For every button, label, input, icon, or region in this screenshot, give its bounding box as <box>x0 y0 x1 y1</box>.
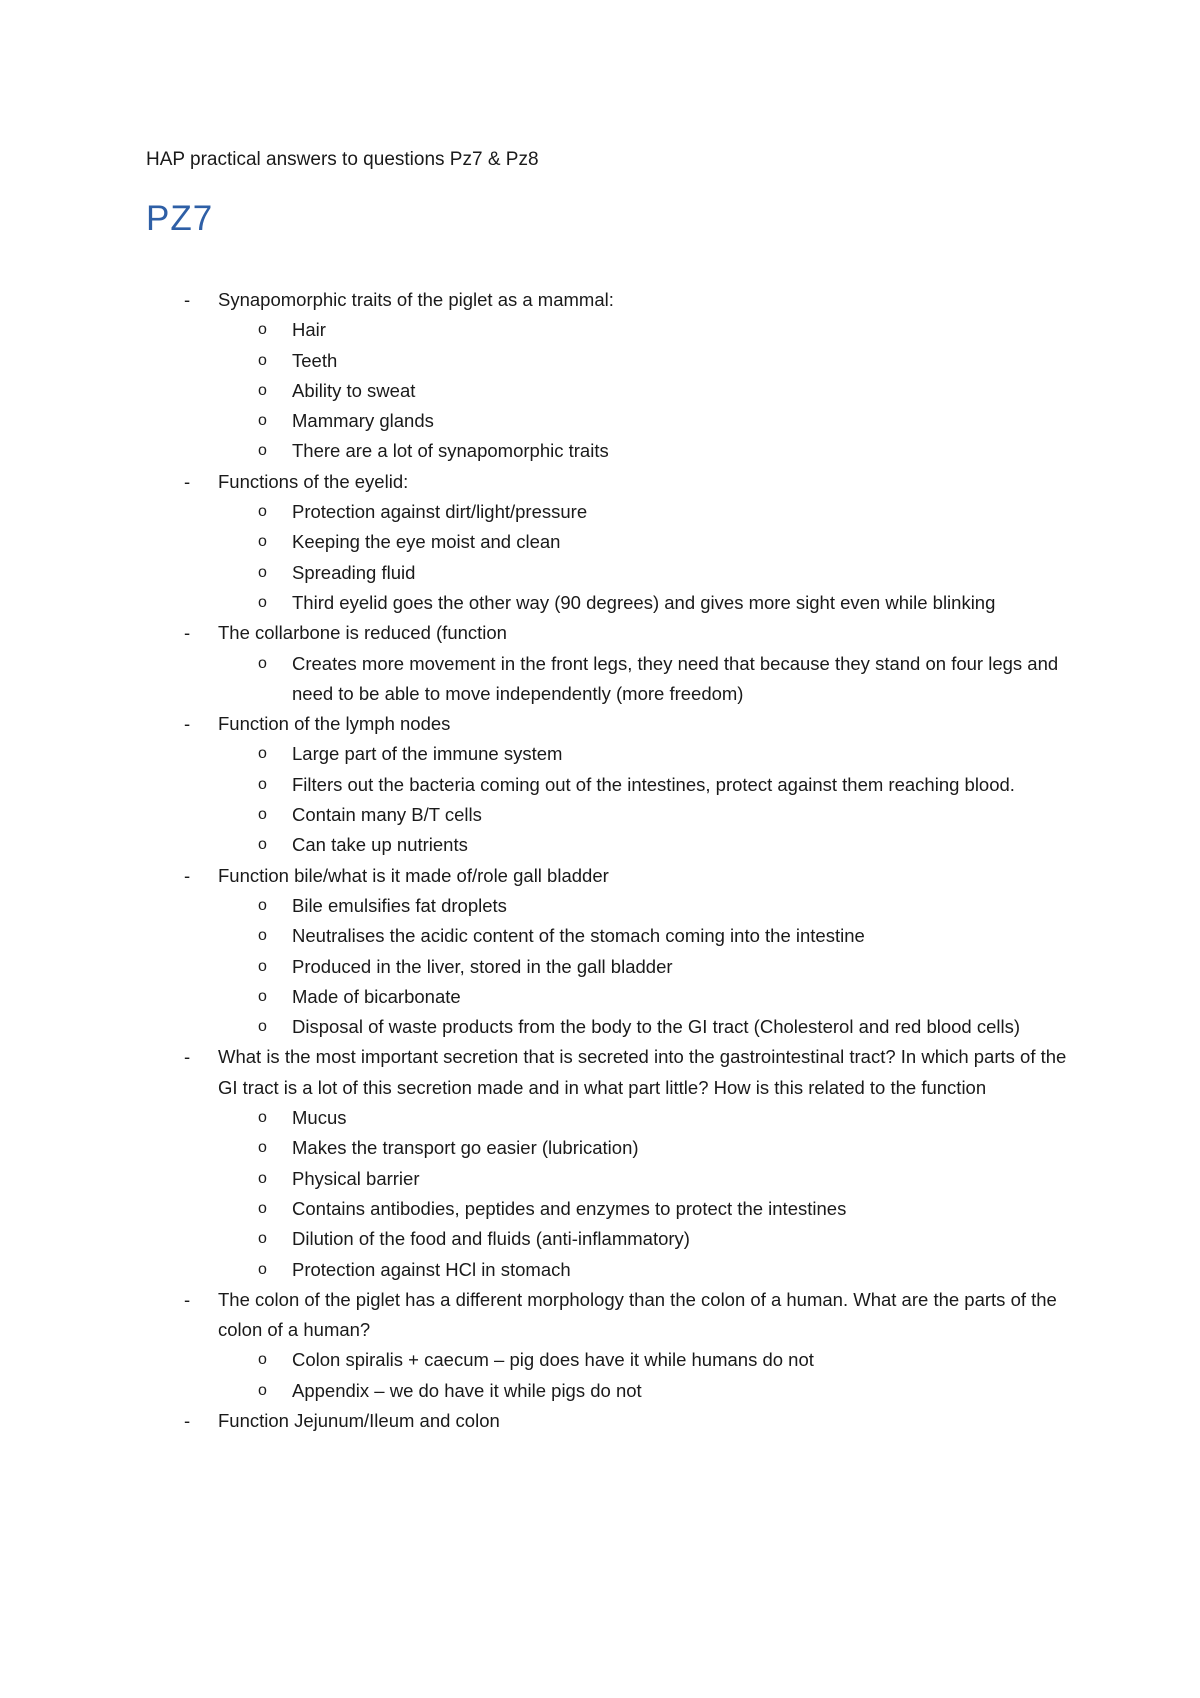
answer-text: Contain many B/T cells <box>292 804 482 826</box>
answer-text: Neutralises the acidic content of the stomach coming into the intestine <box>292 925 865 947</box>
answer-text: Large part of the immune system <box>292 743 563 765</box>
answer-text: Made of bicarbonate <box>292 985 461 1007</box>
answer-item <box>258 406 1068 436</box>
answer-text: Physical barrier <box>292 1167 420 1189</box>
answer-item <box>258 830 1068 860</box>
answer-item <box>258 497 1068 527</box>
answer-item <box>258 1012 1068 1042</box>
answer-item <box>258 315 1068 345</box>
circle-bullet: o <box>258 896 267 914</box>
question-text: Function of the lymph nodes <box>218 713 451 735</box>
circle-bullet: o <box>258 563 267 581</box>
question-item <box>0 1285 1068 1406</box>
section-heading: PZ7 <box>146 199 214 238</box>
answer-item <box>258 588 1068 618</box>
dash-bullet: - <box>184 713 191 735</box>
answer-item <box>258 1164 1068 1194</box>
answer-list <box>218 1103 1068 1285</box>
circle-bullet: o <box>258 1018 267 1036</box>
answer-text: Makes the transport go easier (lubrication) <box>292 1137 639 1159</box>
answer-item <box>258 527 1068 557</box>
answer-item <box>258 649 1068 710</box>
answer-item <box>258 436 1068 466</box>
question-item <box>0 618 1068 709</box>
circle-bullet: o <box>258 1381 267 1399</box>
circle-bullet: o <box>258 1230 267 1248</box>
answer-item <box>258 952 1068 982</box>
answer-list <box>218 315 1068 466</box>
answer-item <box>258 891 1068 921</box>
answer-text: Keeping the eye moist and clean <box>292 531 561 553</box>
circle-bullet: o <box>258 442 267 460</box>
question-list <box>0 285 1200 1436</box>
circle-bullet: o <box>258 593 267 611</box>
answer-item <box>258 1376 1068 1406</box>
circle-bullet: o <box>258 1169 267 1187</box>
circle-bullet: o <box>258 412 267 430</box>
question-text: The colon of the piglet has a different morphology than the colon of a human. What are the parts of the colon of a human? <box>218 1288 1057 1341</box>
answer-text: Ability to sweat <box>292 379 416 401</box>
circle-bullet: o <box>258 503 267 521</box>
answer-text: Teeth <box>292 349 338 371</box>
answer-list <box>218 739 1068 860</box>
answer-text: Produced in the liver, stored in the gall bladder <box>292 955 673 977</box>
dash-bullet: - <box>184 622 191 644</box>
question-item <box>0 1042 1068 1284</box>
circle-bullet: o <box>258 321 267 339</box>
document-title: HAP practical answers to questions Pz7 & Pz8 <box>146 149 539 170</box>
circle-bullet: o <box>258 1351 267 1369</box>
answer-text: Hair <box>292 319 326 341</box>
question-text: Synapomorphic traits of the piglet as a mammal: <box>218 289 614 310</box>
circle-bullet: o <box>258 927 267 945</box>
answer-list <box>218 497 1068 618</box>
circle-bullet: o <box>258 775 267 793</box>
answer-text: Protection against HCl in stomach <box>292 1258 571 1280</box>
question-item <box>0 709 1068 860</box>
circle-bullet: o <box>258 1109 267 1127</box>
circle-bullet: o <box>258 1260 267 1278</box>
circle-bullet: o <box>258 533 267 551</box>
answer-text: Disposal of waste products from the body to the GI tract (Cholesterol and red blood cells) <box>292 1016 1021 1038</box>
answer-item <box>258 558 1068 588</box>
circle-bullet: o <box>258 351 267 369</box>
answer-text: Can take up nutrients <box>292 834 468 856</box>
question-item <box>0 1406 1068 1436</box>
answer-item <box>258 800 1068 830</box>
answer-list <box>218 649 1068 710</box>
answer-item <box>258 739 1068 769</box>
answer-item <box>258 1224 1068 1254</box>
answer-text: Dilution of the food and fluids (anti-inflammatory) <box>292 1228 690 1250</box>
answer-text: Protection against dirt/light/pressure <box>292 501 588 523</box>
question-item <box>0 467 1068 618</box>
circle-bullet: o <box>258 836 267 854</box>
circle-bullet: o <box>258 1139 267 1157</box>
answer-item <box>258 1194 1068 1224</box>
dash-bullet: - <box>184 289 191 310</box>
answer-list <box>218 891 1068 1042</box>
circle-bullet: o <box>258 1199 267 1217</box>
answer-text: There are a lot of synapomorphic traits <box>292 440 609 462</box>
question-text: Function bile/what is it made of/role gall bladder <box>218 864 609 886</box>
circle-bullet: o <box>258 381 267 399</box>
dash-bullet: - <box>184 864 191 886</box>
circle-bullet: o <box>258 745 267 763</box>
answer-text: Mucus <box>292 1107 347 1129</box>
circle-bullet: o <box>258 987 267 1005</box>
answer-text: Spreading fluid <box>292 561 416 583</box>
answer-item <box>258 982 1068 1012</box>
question-item <box>0 285 1068 467</box>
question-text: Function Jejunum/Ileum and colon <box>218 1409 500 1431</box>
question-text: The collarbone is reduced (function <box>218 622 507 644</box>
question-item <box>0 861 1068 1043</box>
answer-text: Creates more movement in the front legs, they need that because they stand on four legs and need to be able to move independently (more freedom) <box>292 652 1059 704</box>
answer-item <box>258 1345 1068 1375</box>
answer-item <box>258 921 1068 951</box>
answer-text: Contains antibodies, peptides and enzymes to protect the intestines <box>292 1197 847 1219</box>
circle-bullet: o <box>258 654 267 672</box>
answer-text: Colon spiralis + caecum – pig does have it while humans do not <box>292 1349 814 1371</box>
answer-text: Appendix – we do have it while pigs do not <box>292 1379 642 1401</box>
answer-text: Bile emulsifies fat droplets <box>292 894 507 916</box>
answer-item <box>258 1255 1068 1285</box>
dash-bullet: - <box>184 470 191 492</box>
answer-item <box>258 346 1068 376</box>
answer-text: Third eyelid goes the other way (90 degrees) and gives more sight even while blinking <box>292 591 996 613</box>
answer-list <box>218 1345 1068 1406</box>
answer-text: Mammary glands <box>292 410 434 432</box>
circle-bullet: o <box>258 806 267 824</box>
answer-text: Filters out the bacteria coming out of the intestines, protect against them reaching blood. <box>292 773 1015 795</box>
circle-bullet: o <box>258 957 267 975</box>
dash-bullet: - <box>184 1409 191 1431</box>
question-text: Functions of the eyelid: <box>218 470 409 492</box>
question-text: What is the most important secretion that is secreted into the gastrointestinal tract? In which parts of the GI tract is a lot of this secretion made and in what part little? How is this related to the function <box>218 1046 1067 1098</box>
dash-bullet: - <box>184 1046 191 1068</box>
answer-item <box>258 376 1068 406</box>
answer-item <box>258 1103 1068 1133</box>
dash-bullet: - <box>184 1288 191 1310</box>
answer-item <box>258 770 1068 800</box>
answer-item <box>258 1133 1068 1163</box>
